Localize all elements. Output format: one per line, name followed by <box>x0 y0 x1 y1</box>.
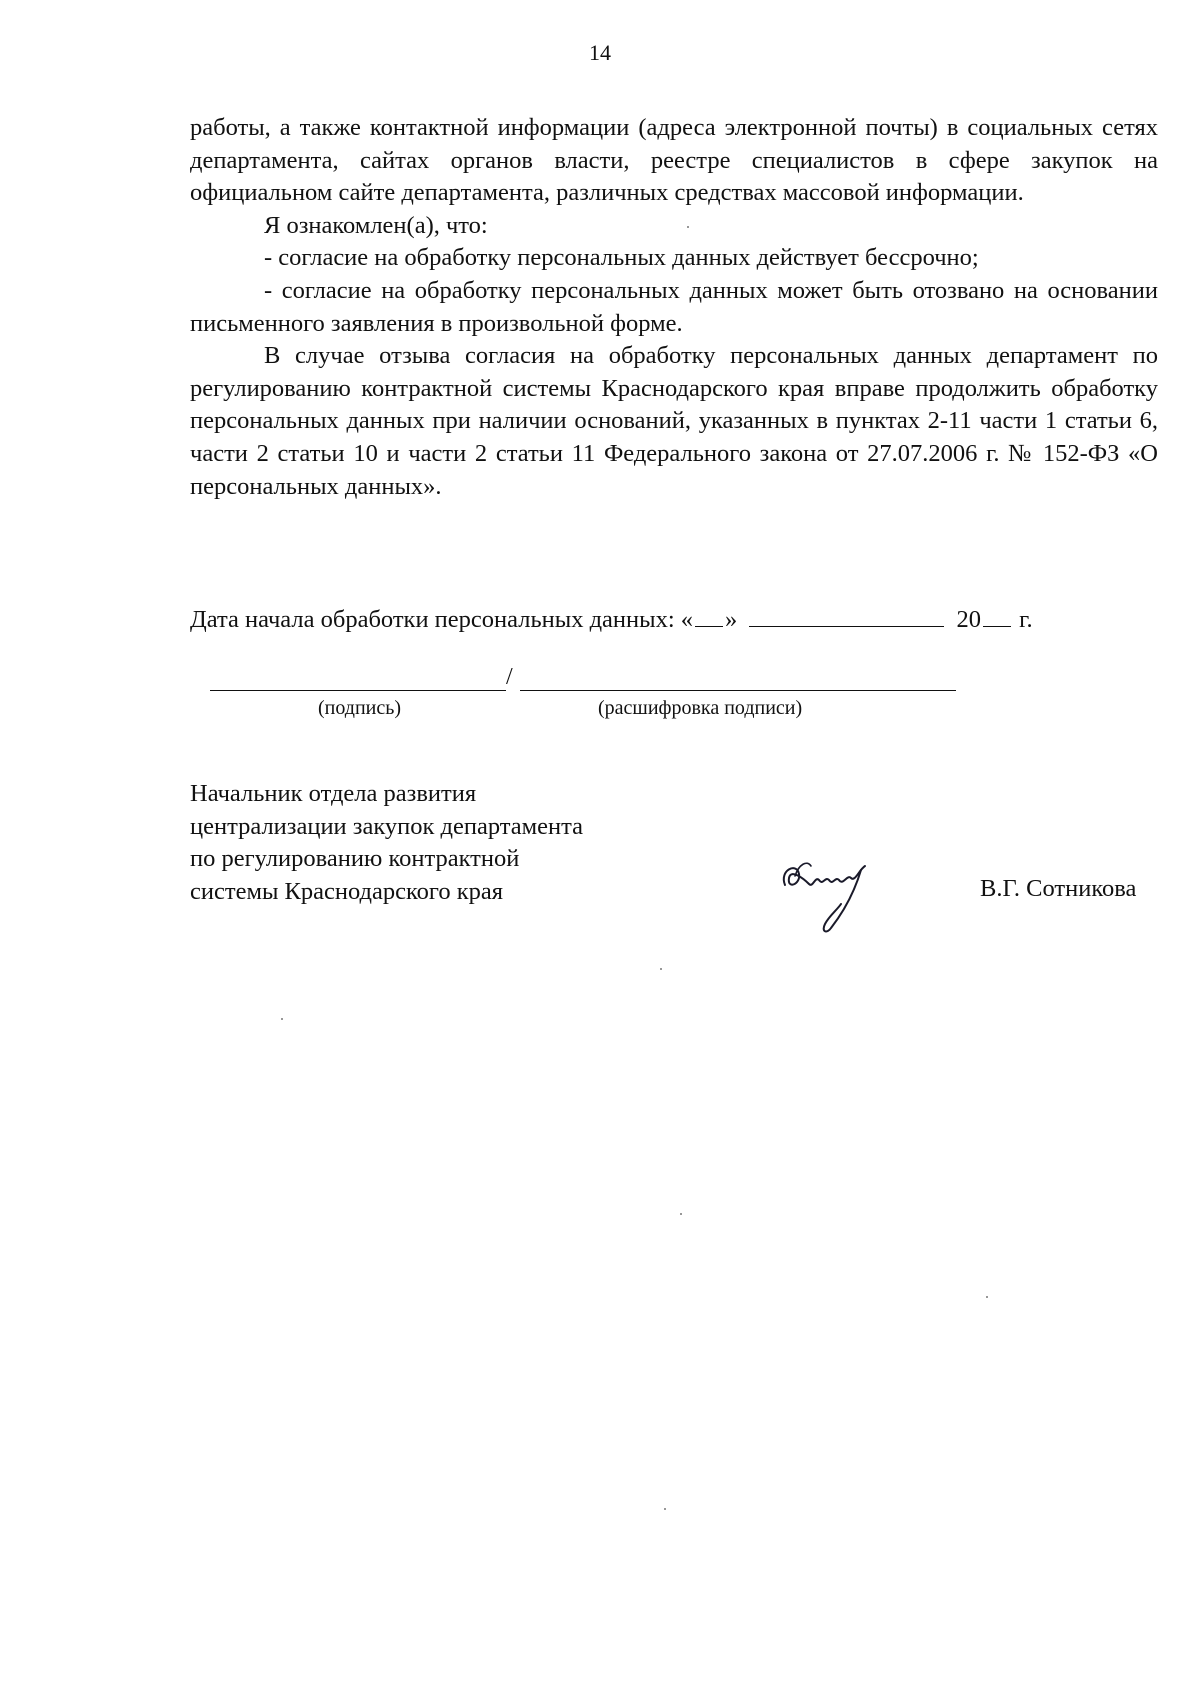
official-title-line: централизации закупок департамента <box>190 812 584 840</box>
document-body <box>190 112 1158 503</box>
month-blank <box>749 625 944 627</box>
handwritten-signature <box>775 840 885 940</box>
scan-speck <box>687 226 689 228</box>
official-title-line: системы Краснодарского края <box>190 877 504 905</box>
scan-speck <box>660 968 662 970</box>
scan-speck <box>281 1018 283 1020</box>
bullet-consent-indefinite: - согласие на обработку персональных данных действует бессрочно; <box>264 244 979 272</box>
paragraph-contact-info: работы, а также контактной информации (адреса электронной почты) в социальных сетях департамента, сайтах органов власти, реестре специалистов в сфере закупок на официальном сайте департамента, различных средствах массовой информации. <box>190 114 1158 207</box>
scan-speck <box>664 1508 666 1510</box>
official-name: В.Г. Сотникова <box>980 875 1137 902</box>
signature-caption: (подпись) <box>318 697 402 719</box>
official-title-line: Начальник отдела развития <box>190 780 477 807</box>
year-prefix: 20 <box>956 606 982 633</box>
bullet-consent-revocable: - согласие на обработку персональных данных может быть отозвано на основании письменного заявления в произвольной форме. <box>190 276 1158 337</box>
official-position-title <box>190 778 583 908</box>
quote-open: « <box>680 606 694 633</box>
date-label: Дата начала обработки персональных данных: <box>190 606 675 633</box>
official-title-line: по регулированию контрактной <box>190 845 520 872</box>
year-suffix: г. <box>1019 606 1033 633</box>
scan-speck <box>680 1213 682 1215</box>
quote-close: » <box>725 606 738 633</box>
signature-decryption-blank-line <box>520 690 956 691</box>
page-number: 14 <box>589 40 611 65</box>
paragraph-acknowledged: Я ознакомлен(а), что: <box>264 211 488 239</box>
processing-start-date-line <box>190 605 1033 635</box>
scan-speck <box>986 1296 988 1298</box>
day-blank <box>695 625 723 627</box>
signature-decryption-caption: (расшифровка подписи) <box>598 697 803 719</box>
paragraph-revocation: В случае отзыва согласия на обработку персональных данных департамент по регулированию контрактной системы Краснодарского края вправе продолжить обработку персональных данных при наличии оснований, указанных в пунктах 2-11 части 1 статьи 6, части 2 статьи 10 и части 2 статьи 11 Федерального закона от 27.07.2006 г. № 152-ФЗ «О персональных данных». <box>190 342 1158 500</box>
signature-blank-line <box>210 690 506 691</box>
signature-slash: / <box>506 664 513 690</box>
year-blank <box>983 625 1011 627</box>
